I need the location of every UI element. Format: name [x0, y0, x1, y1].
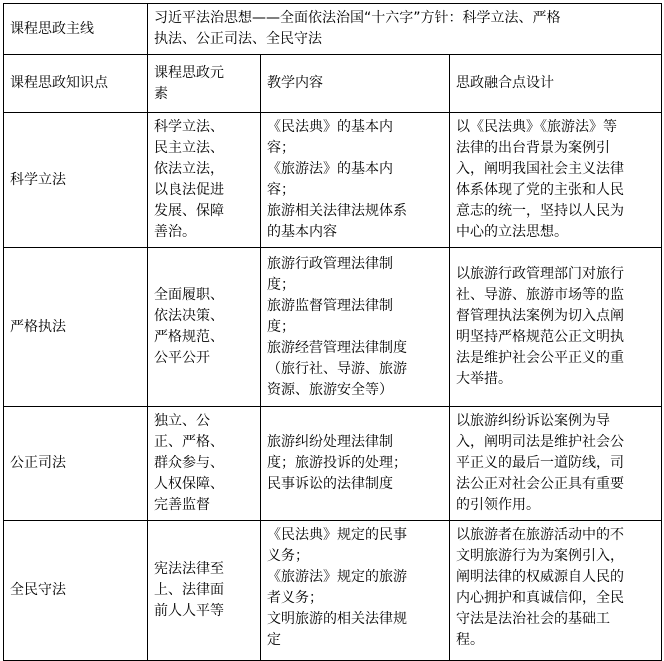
cell-text-line: 阐明法律的权威源自人民的: [456, 569, 624, 585]
teaching-content-cell: [261, 113, 450, 248]
header-element: [148, 55, 261, 113]
cell-text-line: 法律的出台背景为案例引: [456, 140, 610, 156]
cell-text-line: 度；: [267, 276, 295, 293]
cell-text-line: 体系体现了党的主张和人民: [456, 182, 624, 198]
cell-text-line: 群众参与、: [154, 455, 224, 471]
cell-text-line: 全面履职、: [154, 287, 224, 303]
element-cell: [148, 407, 261, 521]
main-line-row: [4, 4, 662, 55]
element-cell: [148, 113, 261, 248]
ideology-course-table: [3, 3, 662, 661]
cell-text-line: 以《民法典》《旅游法》等: [456, 119, 617, 135]
cell-text-line: 《旅游法》的基本内: [267, 161, 393, 177]
header-row: [4, 55, 662, 113]
cell-text-line: 定: [267, 632, 281, 648]
cell-text-line: 平正义的最后一道防线，司: [456, 455, 624, 471]
cell-text-line: 旅游纠纷处理法律制: [267, 434, 393, 450]
cell-text-line: 社、导游、旅游市场等的监: [456, 287, 624, 303]
cell-text-line: 以旅游纠纷诉讼案例为导: [456, 413, 610, 429]
element-cell: [148, 248, 261, 407]
cell-text-line: 资源、旅游安全等）: [267, 381, 393, 398]
cell-text-line: 中心的立法思想。: [456, 224, 568, 240]
cell-text-line: 法是维护社会公平正义的重: [456, 350, 624, 366]
cell-text-line: 入，阐明司法是维护社会公: [456, 434, 624, 450]
cell-text-line: 文明旅游行为为案例引入，: [456, 548, 624, 564]
cell-text-line: 大举措。: [456, 371, 512, 387]
teaching-content-cell: [261, 407, 450, 521]
cell-text-line: 旅游经营管理法律制度: [267, 339, 407, 356]
cell-text-line: 者义务；: [267, 590, 323, 606]
cell-text-line: 依法决策、: [154, 308, 224, 324]
cell-text-line: 《民法典》规定的民事: [267, 527, 407, 543]
main-line-text-line: 执法、公正司法、全民守法: [154, 31, 322, 47]
cell-text-line: 前人人平等: [154, 603, 224, 619]
cell-text-line: 发展、保障: [154, 203, 224, 219]
cell-text-line: 《旅游法》规定的旅游: [267, 569, 407, 585]
cell-text-line: 法公正对社会公正具有重要: [456, 476, 624, 492]
cell-text-line: 依法立法，: [154, 161, 224, 177]
table-row: [4, 521, 662, 661]
table-row: [4, 113, 662, 248]
main-line-text-line: 习近平法治思想——全面依法治国“十六字”方针：科学立法、严格: [154, 10, 561, 26]
cell-text-line: 容；: [267, 140, 295, 156]
teaching-content-cell: [261, 248, 450, 407]
table-row: [4, 407, 662, 521]
header-element-line: 素: [154, 85, 168, 102]
cell-text-line: 容；: [267, 182, 295, 198]
cell-text-line: 意志的统一，坚持以人民为: [456, 203, 624, 219]
knowledge-point-cell: 公正司法: [4, 407, 148, 521]
main-line-text: [148, 4, 662, 55]
cell-text-line: 以旅游者在旅游活动中的不: [456, 527, 624, 543]
cell-text-line: 明坚持严格规范公正文明执: [456, 329, 624, 345]
header-teaching-content: 教学内容: [261, 55, 450, 113]
knowledge-point-cell: 科学立法: [4, 113, 148, 248]
cell-text-line: 督管理执法案例为切入点阐: [456, 308, 624, 324]
cell-text-line: 旅游监督管理法律制: [267, 297, 393, 314]
cell-text-line: 善治。: [154, 224, 196, 240]
cell-text-line: 民主立法、: [154, 140, 224, 156]
header-knowledge-point: 课程思政知识点: [4, 55, 148, 113]
cell-text-line: 人权保障、: [154, 476, 224, 492]
cell-text-line: 旅游相关法律法规体系: [267, 203, 407, 219]
main-line-label: 课程思政主线: [4, 4, 148, 55]
cell-text-line: 义务；: [267, 548, 309, 564]
cell-text-line: 守法是法治社会的基础工: [456, 611, 610, 627]
cell-text-line: 完善监督: [154, 497, 210, 513]
teaching-content-cell: [261, 521, 450, 661]
cell-text-line: 公平公开: [154, 350, 210, 366]
cell-text-line: 以良法促进: [154, 182, 224, 198]
cell-text-line: 严格规范、: [154, 329, 224, 345]
cell-text-line: 度；旅游投诉的处理；: [267, 455, 407, 471]
cell-text-line: （旅行社、导游、旅游: [267, 360, 407, 377]
element-cell: [148, 521, 261, 661]
cell-text-line: 独立、公: [154, 413, 210, 429]
cell-text-line: 民事诉讼的法律制度: [267, 476, 393, 492]
header-integration-design: 思政融合点设计: [450, 55, 662, 113]
cell-text-line: 度；: [267, 318, 295, 335]
cell-text-line: 宪法法律至: [154, 561, 224, 577]
knowledge-point-cell: 全民守法: [4, 521, 148, 661]
knowledge-point-cell: 严格执法: [4, 248, 148, 407]
header-element-line: 课程思政元: [154, 64, 224, 81]
cell-text-line: 旅游行政管理法律制: [267, 255, 393, 272]
integration-design-cell: [450, 248, 662, 407]
cell-text-line: 入，阐明我国社会主义法律: [456, 161, 624, 177]
integration-design-cell: [450, 407, 662, 521]
cell-text-line: 内心拥护和真诚信仰，全民: [456, 590, 624, 606]
cell-text-line: 的引领作用。: [456, 497, 540, 513]
cell-text-line: 《民法典》的基本内: [267, 119, 393, 135]
cell-text-line: 科学立法、: [154, 119, 224, 135]
cell-text-line: 上、法律面: [154, 582, 224, 598]
cell-text-line: 的基本内容: [267, 224, 337, 240]
cell-text-line: 以旅游行政管理部门对旅行: [456, 266, 624, 282]
cell-text-line: 文明旅游的相关法律规: [267, 611, 407, 627]
integration-design-cell: [450, 521, 662, 661]
integration-design-cell: [450, 113, 662, 248]
table-row: [4, 248, 662, 407]
cell-text-line: 正、严格、: [154, 434, 224, 450]
cell-text-line: 程。: [456, 632, 484, 648]
